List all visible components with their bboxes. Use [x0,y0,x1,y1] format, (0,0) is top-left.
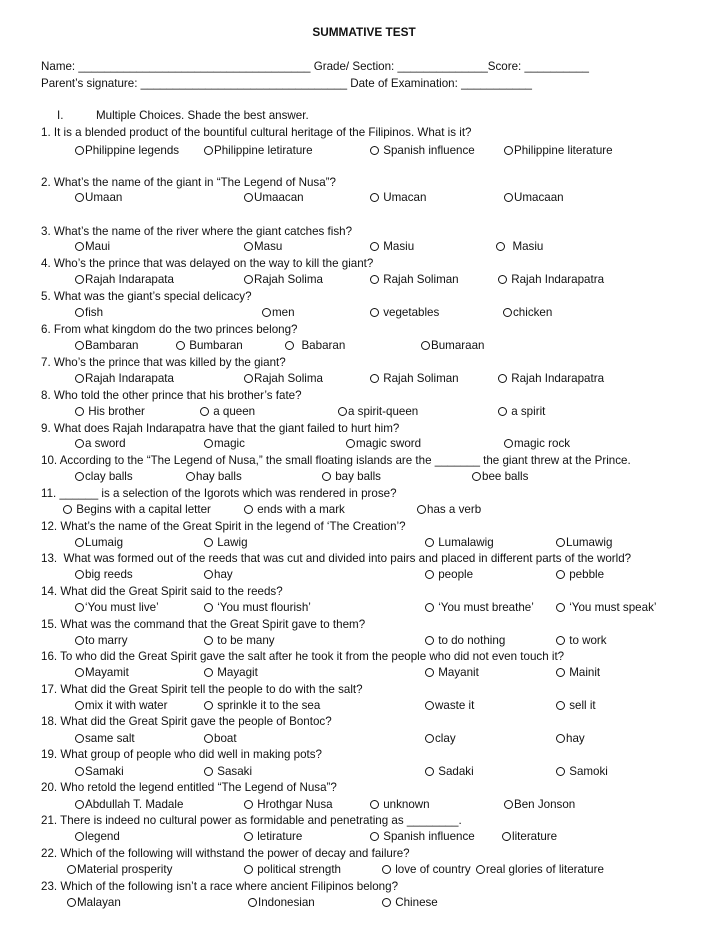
option-bubble-icon[interactable] [248,898,257,907]
answer-option[interactable] [75,373,174,385]
answer-option[interactable] [425,537,494,549]
option-bubble-icon[interactable] [244,800,253,809]
answer-option[interactable] [204,569,233,581]
answer-option[interactable] [244,799,333,811]
option-label: Indonesian [258,896,315,909]
option-bubble-icon[interactable] [556,668,565,677]
answer-option[interactable] [425,569,473,581]
option-label: legend [85,830,120,843]
option-bubble-icon[interactable] [204,701,213,710]
option-label: ‘You must live’ [85,601,159,614]
option-bubble-icon[interactable] [556,603,565,612]
option-bubble-icon[interactable] [75,668,84,677]
option-bubble-icon[interactable] [75,636,84,645]
answer-option[interactable] [75,406,145,418]
question-text: 9. What does Rajah Indarapatra have that the giant failed to hurt him? [41,422,400,435]
option-label: Rajah Indarapatra [508,372,605,385]
answer-option[interactable] [498,274,604,286]
answer-option[interactable] [248,897,315,909]
option-label: letirature [254,830,303,843]
option-label: a spirit-queen [348,405,419,418]
answer-option[interactable] [75,831,120,843]
option-bubble-icon[interactable] [204,439,213,448]
option-label: a spirit [508,405,546,418]
answer-option[interactable] [75,471,133,483]
answer-option[interactable] [244,504,345,516]
option-label: Lumalawig [435,536,494,549]
option-bubble-icon[interactable] [204,767,213,776]
option-label: Lumaig [85,536,124,549]
answer-option[interactable] [421,340,485,352]
option-label: Babaran [295,339,346,352]
option-label: ‘You must speak’ [566,601,657,614]
option-bubble-icon[interactable] [75,193,84,202]
option-label: Samoki [566,765,608,778]
option-label: Abdullah T. Madale [85,798,184,811]
answer-option[interactable] [204,733,237,745]
option-label: clay balls [85,470,133,483]
option-bubble-icon[interactable] [476,865,485,874]
option-bubble-icon[interactable] [75,341,84,350]
option-bubble-icon[interactable] [556,538,565,547]
option-bubble-icon[interactable] [370,374,379,383]
option-label: Spanish influence [380,144,475,157]
option-label: big reeds [85,568,133,581]
question-text: 4. Who’s the prince that was delayed on the way to kill the giant? [41,257,374,270]
option-bubble-icon[interactable] [244,275,253,284]
section-numeral: I. [57,109,64,122]
option-bubble-icon[interactable] [425,603,434,612]
option-label: to work [566,634,607,647]
answer-option[interactable] [425,667,479,679]
answer-option[interactable] [496,241,543,253]
option-bubble-icon[interactable] [504,193,513,202]
option-label: Mayagit [214,666,258,679]
answer-option[interactable] [75,145,179,157]
option-label: Philippine literature [514,144,613,157]
answer-option[interactable] [75,799,183,811]
option-label: ‘You must breathe’ [435,601,534,614]
option-label: Hrothgar Nusa [254,798,333,811]
answer-option[interactable] [244,241,282,253]
option-label: political strength [254,863,341,876]
option-bubble-icon[interactable] [425,636,434,645]
option-bubble-icon[interactable] [204,603,213,612]
option-bubble-icon[interactable] [75,242,84,251]
option-label: Rajah Indarapatra [508,273,605,286]
option-label: same salt [85,732,135,745]
answer-option[interactable] [425,766,474,778]
option-bubble-icon[interactable] [370,242,379,251]
answer-option[interactable] [75,192,122,204]
option-bubble-icon[interactable] [75,275,84,284]
option-bubble-icon[interactable] [425,767,434,776]
answer-option[interactable] [370,274,459,286]
question-text: 16. To who did the Great Spirit gave the salt after he took it from the people who did not even touch it? [41,650,565,663]
option-bubble-icon[interactable] [186,472,195,481]
question-text: 14. What did the Great Spirit said to the reeds? [41,585,283,598]
answer-option[interactable] [204,766,252,778]
option-bubble-icon[interactable] [75,146,84,155]
option-bubble-icon[interactable] [322,472,331,481]
option-label: Mayanit [435,666,479,679]
option-bubble-icon[interactable] [382,865,391,874]
option-label: Mayamit [85,666,129,679]
option-bubble-icon[interactable] [504,439,513,448]
answer-option[interactable] [498,373,604,385]
option-label: has a verb [427,503,482,516]
option-bubble-icon[interactable] [244,374,253,383]
answer-option[interactable] [75,340,139,352]
option-bubble-icon[interactable] [556,570,565,579]
option-label: His brother [85,405,145,418]
answer-option[interactable] [244,192,304,204]
answer-option[interactable] [176,340,243,352]
answer-option[interactable] [204,700,320,712]
answer-option[interactable] [504,145,613,157]
option-bubble-icon[interactable] [370,146,379,155]
option-bubble-icon[interactable] [204,146,213,155]
option-bubble-icon[interactable] [417,505,426,514]
option-bubble-icon[interactable] [204,570,213,579]
answer-option[interactable] [370,241,414,253]
answer-option[interactable] [346,438,421,450]
answer-option[interactable] [382,897,438,909]
option-bubble-icon[interactable] [75,832,84,841]
answer-option[interactable] [370,373,459,385]
option-bubble-icon[interactable] [556,636,565,645]
option-label: Rajah Soliman [380,372,459,385]
option-label: a sword [85,437,126,450]
option-label: Mainit [566,666,601,679]
option-bubble-icon[interactable] [370,308,379,317]
option-label: Masiu [506,240,544,253]
answer-option[interactable] [425,700,474,712]
option-label: sprinkle it to the sea [214,699,321,712]
option-bubble-icon[interactable] [204,734,213,743]
option-label: Ben Jonson [514,798,576,811]
answer-option[interactable] [244,831,302,843]
answer-option[interactable] [556,667,600,679]
option-label: hay [566,732,585,745]
option-bubble-icon[interactable] [244,242,253,251]
answer-option[interactable] [244,373,323,385]
answer-option[interactable] [75,602,159,614]
answer-option[interactable] [75,635,128,647]
question-text: 21. There is indeed no cultural power as formidable and penetrating as ________. [41,814,462,827]
option-label: Chinese [392,896,438,909]
option-label: Masu [254,240,283,253]
option-label: mix it with water [85,699,168,712]
option-bubble-icon[interactable] [75,570,84,579]
option-label: literature [512,830,558,843]
option-bubble-icon[interactable] [75,767,84,776]
answer-option[interactable] [75,733,135,745]
option-label: Sasaki [214,765,253,778]
option-label: pebble [566,568,605,581]
question-text: 2. What’s the name of the giant in “The Legend of Nusa”? [41,176,336,189]
question-text: 10. According to the “The Legend of Nusa,” the small floating islands are the _______ the giant threw at the Prince. [41,454,631,467]
option-label: waste it [435,699,475,712]
option-label: fish [85,306,104,319]
question-text: 20. Who retold the legend entitled “The Legend of Nusa”? [41,781,337,794]
option-bubble-icon[interactable] [504,800,513,809]
option-bubble-icon[interactable] [425,701,434,710]
answer-option[interactable] [370,307,439,319]
option-label: bee balls [482,470,529,483]
option-label: Rajah Solima [254,273,323,286]
answer-option[interactable] [67,864,172,876]
option-bubble-icon[interactable] [176,341,185,350]
option-label: clay [435,732,456,745]
option-bubble-icon[interactable] [382,898,391,907]
option-bubble-icon[interactable] [425,668,434,677]
answer-option[interactable] [75,438,126,450]
option-bubble-icon[interactable] [75,701,84,710]
question-text: 23. Which of the following isn’t a race where ancient Filipinos belong? [41,880,399,893]
answer-option[interactable] [370,799,430,811]
option-bubble-icon[interactable] [204,636,213,645]
answer-option[interactable] [204,537,248,549]
option-bubble-icon[interactable] [338,407,347,416]
option-bubble-icon[interactable] [425,570,434,579]
option-bubble-icon[interactable] [204,668,213,677]
option-label: Philippine letirature [214,144,313,157]
answer-option[interactable] [498,406,545,418]
question-text: 8. Who told the other prince that his brother’s fate? [41,389,302,402]
option-label: to be many [214,634,275,647]
option-bubble-icon[interactable] [370,193,379,202]
option-label: a queen [210,405,256,418]
option-label: people [435,568,474,581]
question-text: 5. What was the giant’s special delicacy? [41,290,252,303]
answer-option[interactable] [425,635,505,647]
option-bubble-icon[interactable] [556,701,565,710]
question-text: 17. What did the Great Spirit tell the people to do with the salt? [41,683,363,696]
answer-option[interactable] [204,438,245,450]
option-bubble-icon[interactable] [498,275,507,284]
answer-option[interactable] [204,667,258,679]
answer-option[interactable] [244,864,341,876]
answer-option[interactable] [370,831,475,843]
option-bubble-icon[interactable] [425,734,434,743]
option-label: Bumbaran [186,339,243,352]
question-text: 19. What group of people who did well in making pots? [41,748,322,761]
answer-option[interactable] [75,700,167,712]
answer-option[interactable] [476,864,604,876]
question-text: 18. What did the Great Spirit gave the people of Bontoc? [41,715,332,728]
option-bubble-icon[interactable] [67,898,76,907]
question-text: 22. Which of the following will withstand the power of decay and failure? [41,847,410,860]
option-label: Rajah Soliman [380,273,459,286]
answer-option[interactable] [556,700,596,712]
option-label: sell it [566,699,596,712]
question-text: 7. Who’s the prince that was killed by the giant? [41,356,286,369]
option-bubble-icon[interactable] [75,538,84,547]
answer-option[interactable] [504,438,570,450]
answer-option[interactable] [417,504,481,516]
option-label: magic sword [356,437,422,450]
question-text: 11. ______ is a selection of the Igorots which was rendered in prose? [41,487,397,500]
answer-option[interactable] [503,307,552,319]
option-label: Rajah Indarapata [85,273,174,286]
answer-option[interactable] [67,897,121,909]
option-label: Spanish influence [380,830,475,843]
option-bubble-icon[interactable] [370,832,379,841]
answer-option[interactable] [472,471,528,483]
option-label: vegetables [380,306,440,319]
answer-option[interactable] [285,340,345,352]
option-bubble-icon[interactable] [244,865,253,874]
option-bubble-icon[interactable] [75,603,84,612]
option-bubble-icon[interactable] [504,146,513,155]
name-grade-score-line[interactable]: Name: ____________________________________ Grade/ Section: ______________Score: __________ [41,60,589,73]
answer-option[interactable] [504,192,564,204]
answer-option[interactable] [556,766,608,778]
question-text: 6. From what kingdom do the two princes belong? [41,323,298,336]
answer-option[interactable] [75,766,124,778]
test-title: SUMMATIVE TEST [312,25,416,39]
option-label: boat [214,732,237,745]
option-bubble-icon[interactable] [502,832,511,841]
option-label: Umaacan [254,191,304,204]
option-label: hay balls [196,470,242,483]
question-text: 3. What’s the name of the river where the giant catches fish? [41,225,353,238]
option-label: real glories of literature [486,863,604,876]
option-bubble-icon[interactable] [370,800,379,809]
option-label: magic [214,437,245,450]
answer-option[interactable] [262,307,295,319]
answer-option[interactable] [75,307,103,319]
option-label: unknown [380,798,430,811]
option-bubble-icon[interactable] [346,439,355,448]
option-bubble-icon[interactable] [75,734,84,743]
answer-option[interactable] [556,733,585,745]
option-label: Bambaran [85,339,139,352]
option-bubble-icon[interactable] [204,538,213,547]
option-bubble-icon[interactable] [63,505,72,514]
option-label: Rajah Indarapata [85,372,174,385]
section-instruction: Multiple Choices. Shade the best answer. [96,109,309,122]
option-label: Maui [85,240,111,253]
answer-option[interactable] [75,274,174,286]
answer-option[interactable] [425,602,534,614]
option-label: Samaki [85,765,124,778]
option-label: love of country [392,863,471,876]
option-label: Lawig [214,536,248,549]
option-bubble-icon[interactable] [200,407,209,416]
answer-option[interactable] [425,733,456,745]
answer-option[interactable] [200,406,255,418]
option-label: Masiu [380,240,415,253]
option-label: bay balls [332,470,381,483]
answer-option[interactable] [186,471,242,483]
question-text: 12. What’s the name of the Great Spirit in the legend of ‘The Creation’? [41,520,406,533]
option-label: men [272,306,295,319]
option-bubble-icon[interactable] [75,407,84,416]
option-label: ‘You must flourish’ [214,601,311,614]
option-bubble-icon[interactable] [421,341,430,350]
answer-option[interactable] [382,864,471,876]
parent-signature-date-line[interactable]: Parent’s signature: ________________________________ Date of Examination: ___________ [41,77,533,90]
option-label: Sadaki [435,765,474,778]
option-bubble-icon[interactable] [75,439,84,448]
option-bubble-icon[interactable] [425,538,434,547]
option-label: magic rock [514,437,571,450]
answer-option[interactable] [504,799,575,811]
question-text: 15. What was the command that the Great Spirit gave to them? [41,618,366,631]
question-text: 13. What was formed out of the reeds that was cut and divided into pairs and placed in different parts of the world? [41,552,632,565]
option-bubble-icon[interactable] [496,242,505,251]
option-bubble-icon[interactable] [75,374,84,383]
answer-option[interactable] [75,241,110,253]
answer-option[interactable] [338,406,418,418]
option-bubble-icon[interactable] [472,472,481,481]
option-label: hay [214,568,233,581]
answer-option[interactable] [556,635,607,647]
answer-option[interactable] [204,145,313,157]
option-label: ends with a mark [254,503,345,516]
answer-option[interactable] [322,471,381,483]
option-bubble-icon[interactable] [556,767,565,776]
answer-option[interactable] [75,537,123,549]
option-label: Begins with a capital letter [73,503,211,516]
option-label: Umacaan [514,191,564,204]
option-label: Philippine legends [85,144,180,157]
answer-option[interactable] [556,602,656,614]
option-label: Bumaraan [431,339,485,352]
answer-option[interactable] [370,145,475,157]
answer-option[interactable] [244,274,323,286]
answer-option[interactable] [63,504,211,516]
option-label: to do nothing [435,634,506,647]
option-bubble-icon[interactable] [244,505,253,514]
option-label: Umaan [85,191,123,204]
option-bubble-icon[interactable] [75,308,84,317]
option-label: Rajah Solima [254,372,323,385]
option-label: Malayan [77,896,121,909]
answer-option[interactable] [556,537,612,549]
option-label: Material prosperity [77,863,173,876]
option-bubble-icon[interactable] [244,193,253,202]
option-bubble-icon[interactable] [75,800,84,809]
option-bubble-icon[interactable] [67,865,76,874]
option-bubble-icon[interactable] [262,308,271,317]
option-label: chicken [513,306,553,319]
answer-option[interactable] [502,831,557,843]
answer-option[interactable] [204,602,311,614]
option-bubble-icon[interactable] [75,472,84,481]
option-label: Lumawig [566,536,613,549]
option-bubble-icon[interactable] [556,734,565,743]
option-bubble-icon[interactable] [370,275,379,284]
answer-option[interactable] [75,667,129,679]
answer-option[interactable] [370,192,426,204]
option-bubble-icon[interactable] [285,341,294,350]
option-bubble-icon[interactable] [503,308,512,317]
answer-option[interactable] [556,569,604,581]
answer-option[interactable] [204,635,275,647]
option-label: to marry [85,634,128,647]
option-bubble-icon[interactable] [244,832,253,841]
answer-option[interactable] [75,569,133,581]
option-bubble-icon[interactable] [498,407,507,416]
question-text: 1. It is a blended product of the bountiful cultural heritage of the Filipinos. What is it? [41,126,472,139]
option-label: Umacan [380,191,427,204]
option-bubble-icon[interactable] [498,374,507,383]
